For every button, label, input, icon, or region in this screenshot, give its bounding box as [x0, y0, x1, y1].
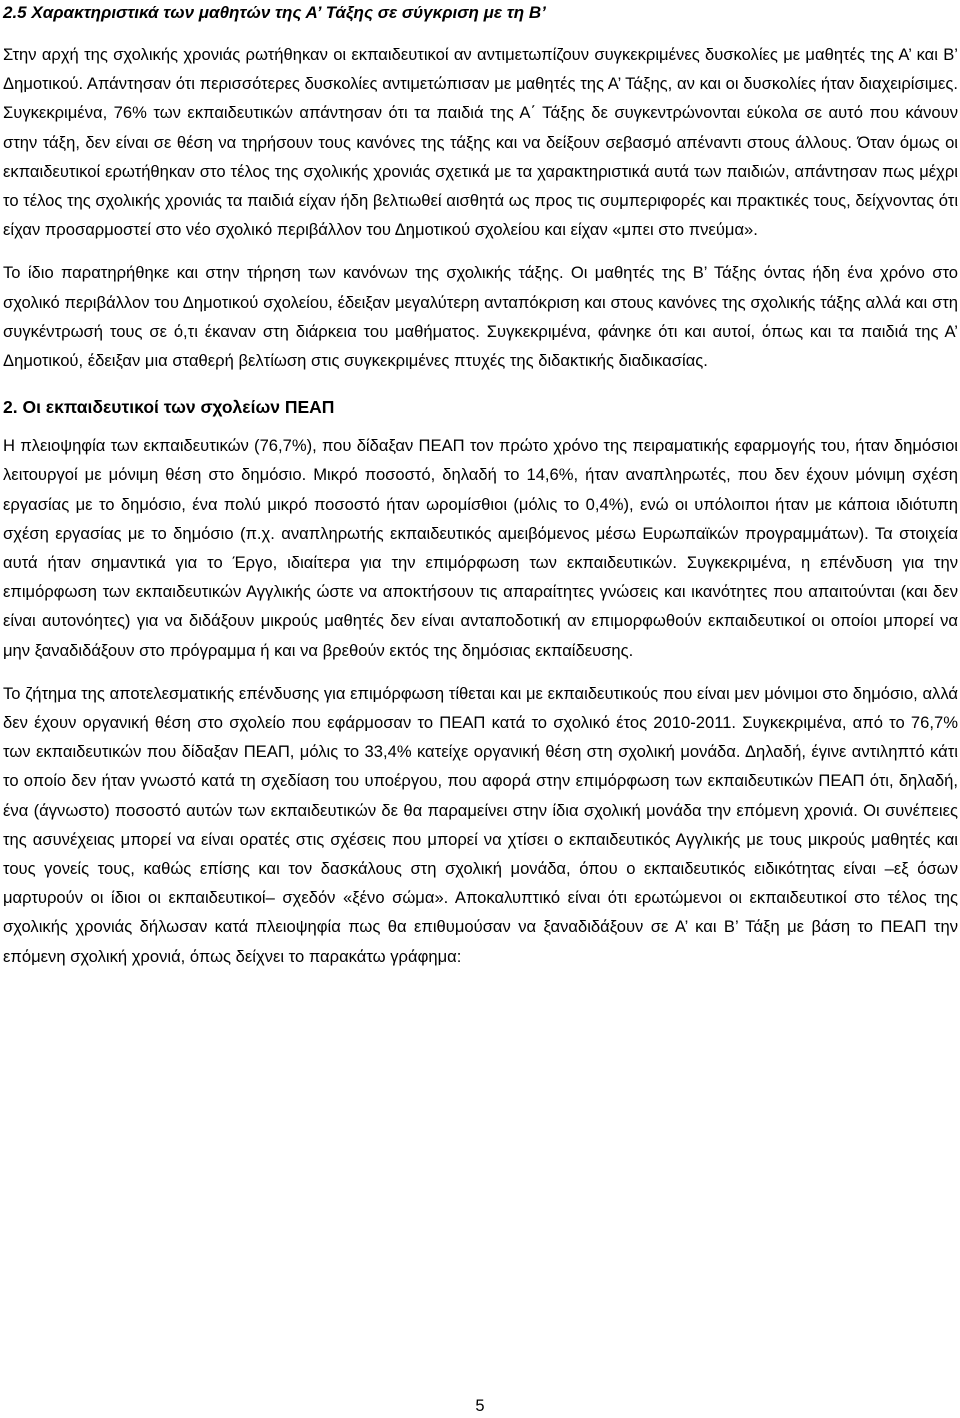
page-content [3, 2, 958, 971]
paragraph-teacher-employment: Η πλειοψηφία των εκπαιδευτικών (76,7%), που δίδαξαν ΠΕΑΠ τον πρώτο χρόνο της πειραματικής εφαρμογής του, ήταν δημόσιοι λειτουργοί με μόνιμη θέση στο δημόσιο. Μικρό ποσοστό, δηλαδή το 14,6%, ήταν αναπληρωτές, που δεν έχουν μόνιμη σχέση εργασίας με το δημόσιο, ένα πολύ μικρό ποσοστό ήταν ωρομίσθιοι (μόλις το 0,4%), ενώ οι υπόλοιποι ήταν με κάποια ιδιότυπη σχέση εργασίας με το δημόσιο (π.χ. αναπληρωτής εκπαιδευτικός αμειβόμενος μέσω Ευρωπαϊκών προγραμμάτων). Τα στοιχεία αυτά ήταν σημαντικά για το Έργο, ιδιαίτερα για την επιμόρφωση των εκπαιδευτικών. Συγκεκριμένα, η επένδυση για την επιμόρφωση των εκπαιδευτικών Αγγλικής ώστε να αποκτήσουν τις απαραίτητες γνώσεις και ικανότητες που απαιτούνται (και δεν είναι αυτονόητες) για να διδάξουν μικρούς μαθητές δεν είναι ανταποδοτική αν επιμορφωθούν εκπαιδευτικοί οι οποίοι μπορεί να μην ξαναδιδάξουν στο πρόγραμμα ή και να βρεθούν εκτός της δημόσιας εκπαίδευσης. [3, 436, 958, 660]
paragraph-class-rules: Το ίδιο παρατηρήθηκε και στην τήρηση των κανόνων της σχολικής τάξης. Οι μαθητές της Β’ Τάξης όντας ήδη ένα χρόνο στο σχολικό περιβάλλον του Δημοτικού σχολείου, έδειξαν μεγαλύτερη ανταπόκριση και στους κανόνες της σχολικής τάξης αλλά και στη συγκέντρωσή τους σε ό,τι έκαναν στη διάρκεια του μαθήματος. Συγκεκριμένα, φάνηκε ότι και αυτοί, όπως και τα παιδιά της Α’ Δημοτικού, έδειξαν μια σταθερή βελτίωση στις συγκεκριμένες πτυχές της διδακτικής διαδικασίας. [3, 263, 958, 371]
paragraph-student-difficulties: Στην αρχή της σχολικής χρονιάς ρωτήθηκαν οι εκπαιδευτικοί αν αντιμετωπίζουν συγκεκριμένες δυσκολίες με μαθητές της Α’ και Β’ Δημοτικού. Απάντησαν ότι περισσότερες δυσκολίες αντιμετώπισαν με μαθητές της Α’ Τάξης, αν και οι δυσκολίες ήταν διαχειρίσιμες. Συγκεκριμένα, 76% των εκπαιδευτικών απάντησαν ότι τα παιδιά της Α΄ Τάξης δε συγκεντρώνονται εύκολα σε αυτό που κάνουν στην τάξη, δεν είναι σε θέση να τηρήσουν τους κανόνες της τάξης και να δείξουν σεβασμό απέναντι στους άλλους. Όταν όμως οι εκπαιδευτικοί ερωτήθηκαν στο τέλος της σχολικής χρονιάς σχετικά με τα χαρακτηριστικά αυτά των παιδιών, απάντησαν πως μέχρι το τέλος της σχολικής χρονιάς τα παιδιά είχαν ήδη βελτιωθεί αισθητά ως προς τις συμπεριφορές και πρακτικές τους, δείχνοντας ότι είχαν προσαρμοστεί στο νέο σχολικό περιβάλλον του Δημοτικού σχολείου και είχαν «μπει στο πνεύμα». [3, 45, 958, 240]
page-number: 5 [475, 1397, 485, 1415]
section-heading: 2.5 Χαρακτηριστικά των μαθητών της Α’ Τάξης σε σύγκριση με τη Β’ [3, 3, 546, 22]
chapter-heading: 2. Οι εκπαιδευτικοί των σχολείων ΠΕΑΠ [3, 397, 335, 418]
paragraph-training-investment: Το ζήτημα της αποτελεσματικής επένδυσης για επιμόρφωση τίθεται και με εκπαιδευτικούς που είναι μεν μόνιμοι στο δημόσιο, αλλά δεν έχουν οργανική θέση στο σχολείο που εφάρμοσαν το ΠΕΑΠ κατά το σχολικό έτος 2010-2011. Συγκεκριμένα, από το 76,7% των εκπαιδευτικών που δίδαξαν ΠΕΑΠ, μόλις το 33,4% κατείχε οργανική θέση στη σχολική μονάδα. Δηλαδή, έγινε αντιληπτό κάτι το οποίο δεν ήταν γνωστό κατά τη σχεδίαση του υποέργου, που αφορά στην επιμόρφωση των εκπαιδευτικών ΠΕΑΠ ότι, δηλαδή, ένα (άγνωστο) ποσοστό αυτών των εκπαιδευτικών δε θα παραμείνει στην ίδια σχολική μονάδα την επόμενη χρονιά. Οι συνέπειες της ασυνέχειας μπορεί να είναι ορατές στις σχέσεις που μπορεί να χτίσει ο εκπαιδευτικός Αγγλικής με τους μικρούς μαθητές και τους γονείς τους, καθώς επίσης και τον δασκάλους στη σχολική μονάδα, όπου ο εκπαιδευτικός ειδικότητας είναι –εξ όσων μαρτυρούν οι ίδιοι οι εκπαιδευτικοί– σχεδόν «ξένο σώμα». Αποκαλυπτικό είναι ότι ερωτώμενοι οι εκπαιδευτικοί στο τέλος της σχολικής χρονιάς δήλωσαν κατά πλειοψηφία πως θα επιθυμούσαν να ξαναδιδάξουν σε Α’ και Β’ Τάξη με βάση το ΠΕΑΠ την επόμενη σχολική χρονιά, όπως δείχνει το παρακάτω γράφημα: [3, 683, 958, 966]
